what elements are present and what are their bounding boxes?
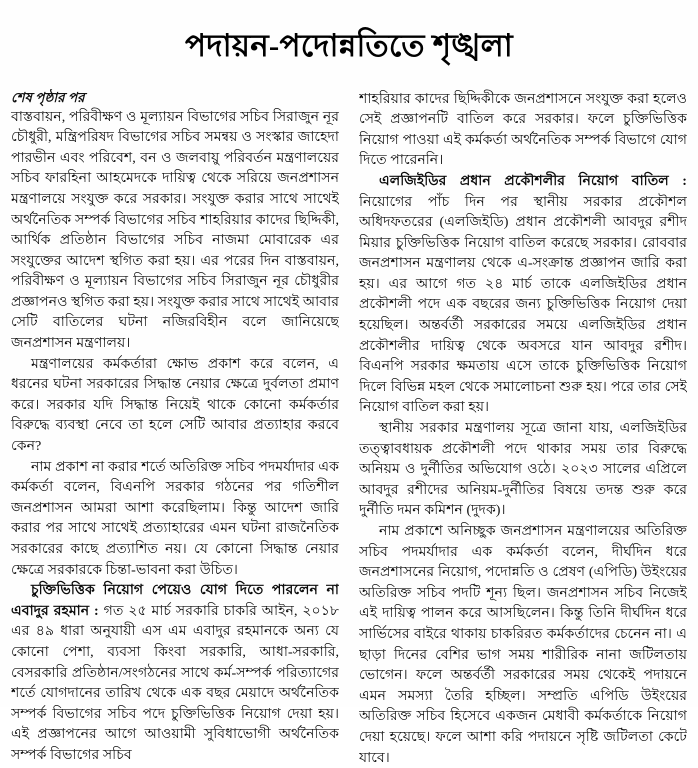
headline-container: [0, 0, 698, 89]
section-subheading: এলজিইডির প্রধান প্রকৌশলীর নিয়োগ বাতিল :: [379, 172, 687, 189]
paragraph: নাম প্রকাশে অনিচ্ছুক জনপ্রশাসন মন্ত্রণালয়ের অতিরিক্ত সচিব পদমর্যাদার এক কর্মকর্তা বলেন, দীর্ঘদিন ধরে জনপ্রশাসনের নিয়োগ, পদোন্নতি ও প্রেষণ (এপিডি) উইংয়ের অতিরিক্ত সচিব পদটি শূন্য ছিল। জনপ্রশাসন সচিব নিজেই এই দায়িত্ব পালন করে আসছিলেন। কিন্তু তিনি দীর্ঘদিন ধরে সার্ভিসের বাইরে থাকায় চাকরিরত কর্মকর্তাদের চেনেন না। এ ছাড়া দিনের বেশির ভাগ সময় শারীরিক নানা জটিলতায় ভোগেন। ফলে অন্তর্বর্তী সরকারের সময় থেকেই পদায়নে এমন সমস্যা তৈরি হচ্ছিল। সম্প্রতি এপিডি উইংয়ের অতিরিক্ত সচিব হিসেবে একজন মেধাবী কর্মকর্তাকে নিয়োগ দেয়া হয়েছে। ফলে আশা করি পদায়নে সৃষ্টি জটিলতা কেটে যাবে।: [359, 523, 687, 766]
paragraph: নাম প্রকাশ না করার শর্তে অতিরিক্ত সচিব পদমর্যাদার এক কর্মকর্তা বলেন, বিএনপি সরকার গঠনের পর গতিশীল জনপ্রশাসন আমরা আশা করেছিলাম। কিন্তু আদেশ জারি করার পর সাথে সাথেই প্রত্যাহারের এমন ঘটনা রাজনৈতিক সরকারের কাছে প্রত্যাশিত নয়। যে কোনো সিদ্ধান্ত নেয়ার ক্ষেত্রে সরকারকে চিন্তা-ভাবনা করা উচিত।: [11, 458, 339, 578]
paragraph: বাস্তবায়ন, পরিবীক্ষণ ও মূল্যায়ন বিভাগের সচিব সিরাজুন নূর চৌধুরী, মন্ত্রিপরিষদ বিভাগের সচিব সমন্বয় ও সংস্কার জাহেদা পারভীন এবং পরিবেশ, বন ও জলবায়ু পরিবর্তন মন্ত্রণালয়ের সচিব ফারহিনা আহমেদকে দায়িত্ব থেকে সরিয়ে জনপ্রশাসন মন্ত্রণালয়ে সংযুক্ত করে সরকার। সংযুক্ত করার সাথে সাথেই অর্থনৈতিক সম্পর্ক বিভাগের সচিব শাহরিয়ার কাদের ছিদ্দিকী, আর্থিক প্রতিষ্ঠান বিভাগের সচিব নাজমা মোবারেক এর সংযুক্তের আদেশ স্থগিত করা হয়। এর পরের দিন বাস্তবায়ন, পরিবীক্ষণ ও মূল্যায়ন বিভাগের সচিব সিরাজুন নূর চৌধুরীর প্রজ্ঞাপনও স্থগিত করা হয়। সংযুক্ত করার সাথে সাথেই আবার সেটি বাতিলের ঘটনা নজিরবিহীন বলে জানিয়েছে জনপ্রশাসন মন্ত্রণালয়।: [11, 108, 339, 352]
left-column: [11, 89, 339, 766]
paragraph-with-subhead: [11, 580, 339, 765]
paragraph: শাহরিয়ার কাদের ছিদ্দিকীকে জনপ্রশাসনে সংযুক্ত করা হলেও সেই প্রজ্ঞাপনটি বাতিল করে সরকার। ফলে চুক্তিভিত্তিক নিয়োগ পাওয়া এই কর্মকর্তা অর্থনৈতিক সম্পর্ক বিভাগে যোগ দিতে পারেননি।: [359, 90, 687, 169]
article-columns: [0, 89, 698, 768]
paragraph-text: নিয়োগের পাঁচ দিন পর স্থানীয় সরকার প্রকৌশল অধিদফতরের (এলজিইডি) প্রধান প্রকৌশলী আবদুর রশীদ মিয়ার চুক্তিভিত্তিক নিয়োগ বাতিল করেছে সরকার। রোববার জনপ্রশাসন মন্ত্রণালয় থেকে এ-সংক্রান্ত প্রজ্ঞাপন জারি করা হয়। এর আগে গত ২৪ মার্চ তাকে এলজিইডির প্রধান প্রকৌশলী পদে এক বছরের জন্য চুক্তিভিত্তিক নিয়োগ দেয়া হয়েছিল। অন্তর্বর্তী সরকারের সময়ে এলজিইডির প্রধান প্রকৌশলীর দায়িত্ব থেকে অবসরে যান আবদুর রশীদ। বিএনপি সরকার ক্ষমতায় এসে তাকে চুক্তিভিত্তিক নিয়োগ দিলে বিভিন্ন মহল থেকে সমালোচনা শুরু হয়। পরে তার সেই নিয়োগ বাতিল করা হয়।: [359, 193, 687, 416]
paragraph: মন্ত্রণালয়ের কর্মকর্তারা ক্ষোভ প্রকাশ করে বলেন, এ ধরনের ঘটনা সরকারের সিদ্ধান্ত নেয়ার ক্ষেত্রে দুর্বলতা প্রমাণ করে। সরকার যদি সিদ্ধান্ত নিয়েই থাকে কোনো কর্মকর্তার বিরুদ্ধে ব্যবস্থা নেবে তা হলে সেটি আবার প্রত্যাহার করবে কেন?: [11, 355, 339, 455]
paragraph: স্থানীয় সরকার মন্ত্রণালয় সূত্রে জানা যায়, এলজিইডির তত্ত্বাবধায়ক প্রকৌশলী পদে থাকার সময় তার বিরুদ্ধে অনিয়ম ও দুর্নীতির অভিযোগ ওঠে। ২০২৩ সালের এপ্রিলে আবদুর রশীদের অনিয়ম-দুর্নীতির বিষয়ে তদন্ত শুরু করে দুর্নীতি দমন কমিশন (দুদক)।: [359, 420, 687, 519]
right-column: [359, 89, 687, 768]
continuation-kicker: শেষ পৃষ্ঠার পর: [11, 89, 85, 105]
paragraph-text: গত ২৫ মার্চ সরকারি চাকরি আইন, ২০১৮ এর ৪৯ ধারা অনুযায়ী এস এম এবাদুর রহমানকে অন্য যে কোনো পেশা, ব্যবসা কিংবা সরকারি, আধা-সরকারি, বেসরকারি প্রতিষ্ঠান/সংগঠনের সাথে কর্ম-সম্পর্ক পরিত্যাগের শর্তে যোগদানের তারিখ থেকে এক বছর মেয়াদে অর্থনৈতিক সম্পর্ক বিভাগের সচিব পদে চুক্তিভিত্তিক নিয়োগ দেয়া হয়। এই প্রজ্ঞাপনের আগে আওয়ামী সুবিধাভোগী অর্থনৈতিক সম্পর্ক বিভাগের সচিব: [11, 602, 339, 763]
paragraph-with-subhead: [359, 171, 687, 418]
page-title: পদায়ন-পদোন্নতিতে শৃঙ্খলা: [185, 27, 513, 63]
section-subheading: চুক্তিভিত্তিক নিয়োগ পেয়েও যোগ দিতে পারলেন না এবাদুর রহমান :: [11, 582, 339, 619]
